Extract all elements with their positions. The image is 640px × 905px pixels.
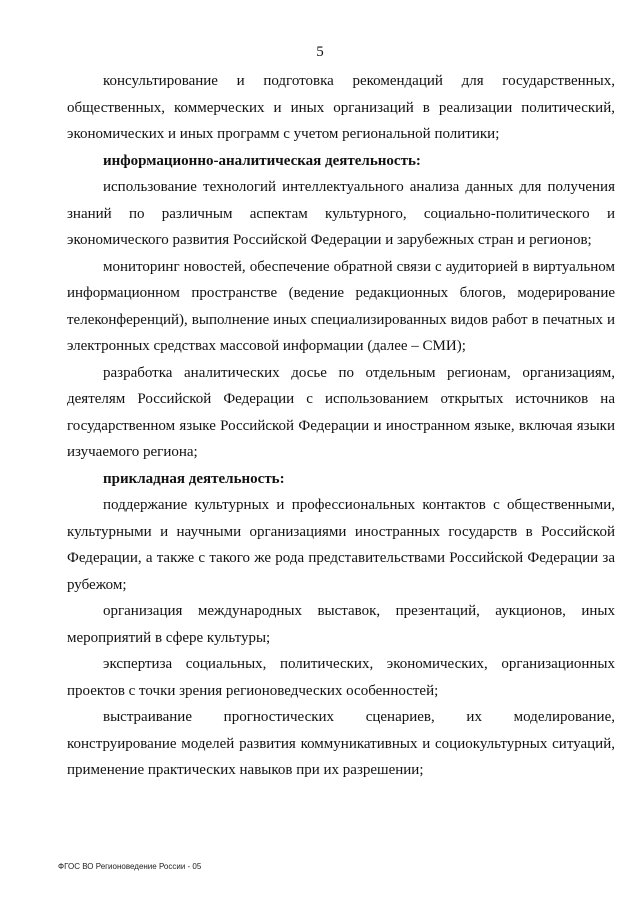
paragraph-exhibitions: организация международных выставок, презентаций, аукционов, иных мероприятий в сфере культуры; [67, 603, 615, 646]
paragraph-news-monitoring: мониторинг новостей, обеспечение обратной связи с аудиторией в виртуальном информационном пространстве (ведение редакционных блогов, модерирование телеконференций), выполнение иных специализированных видов работ в печатных и электронных средствах массовой информации (далее – СМИ); [67, 258, 615, 354]
document-footer: ФГОС ВО Регионоведение России - 05 [58, 862, 202, 871]
page-number: 5 [316, 44, 324, 60]
paragraph-expertise: экспертиза социальных, политических, экономических, организационных проектов с точки зрения регионоведческих особенностей; [67, 656, 615, 699]
heading-information-analytical: информационно-аналитическая деятельность: [103, 152, 421, 169]
document-body [67, 68, 615, 784]
paragraph-cultural-contacts: поддержание культурных и профессиональных контактов с общественными, культурными и научными организациями иностранных государств в Российской Федерации, а также с такого же рода представительствами Российской Федерации за рубежом; [67, 497, 615, 593]
paragraph-consulting: консультирование и подготовка рекомендаций для государственных, общественных, коммерческих и иных организаций в реализации политический, экономических и иных программ с учетом региональной политики; [67, 73, 615, 142]
paragraph-data-analysis: использование технологий интеллектуального анализа данных для получения знаний по различным аспектам культурного, социально-политического и экономического развития Российской Федерации и зарубежных стран и регионов; [67, 179, 615, 248]
paragraph-scenarios: выстраивание прогностических сценариев, их моделирование, конструирование моделей развития коммуникативных и социокультурных ситуаций, применение практических навыков при их разрешении; [67, 709, 615, 778]
paragraph-analytical-dossiers: разработка аналитических досье по отдельным регионам, организациям, деятелям Российской Федерации с использованием открытых источников на государственном языке Российской Федерации и иностранном языке, включая языки изучаемого региона; [67, 364, 615, 460]
heading-applied-activity: прикладная деятельность: [103, 470, 285, 487]
